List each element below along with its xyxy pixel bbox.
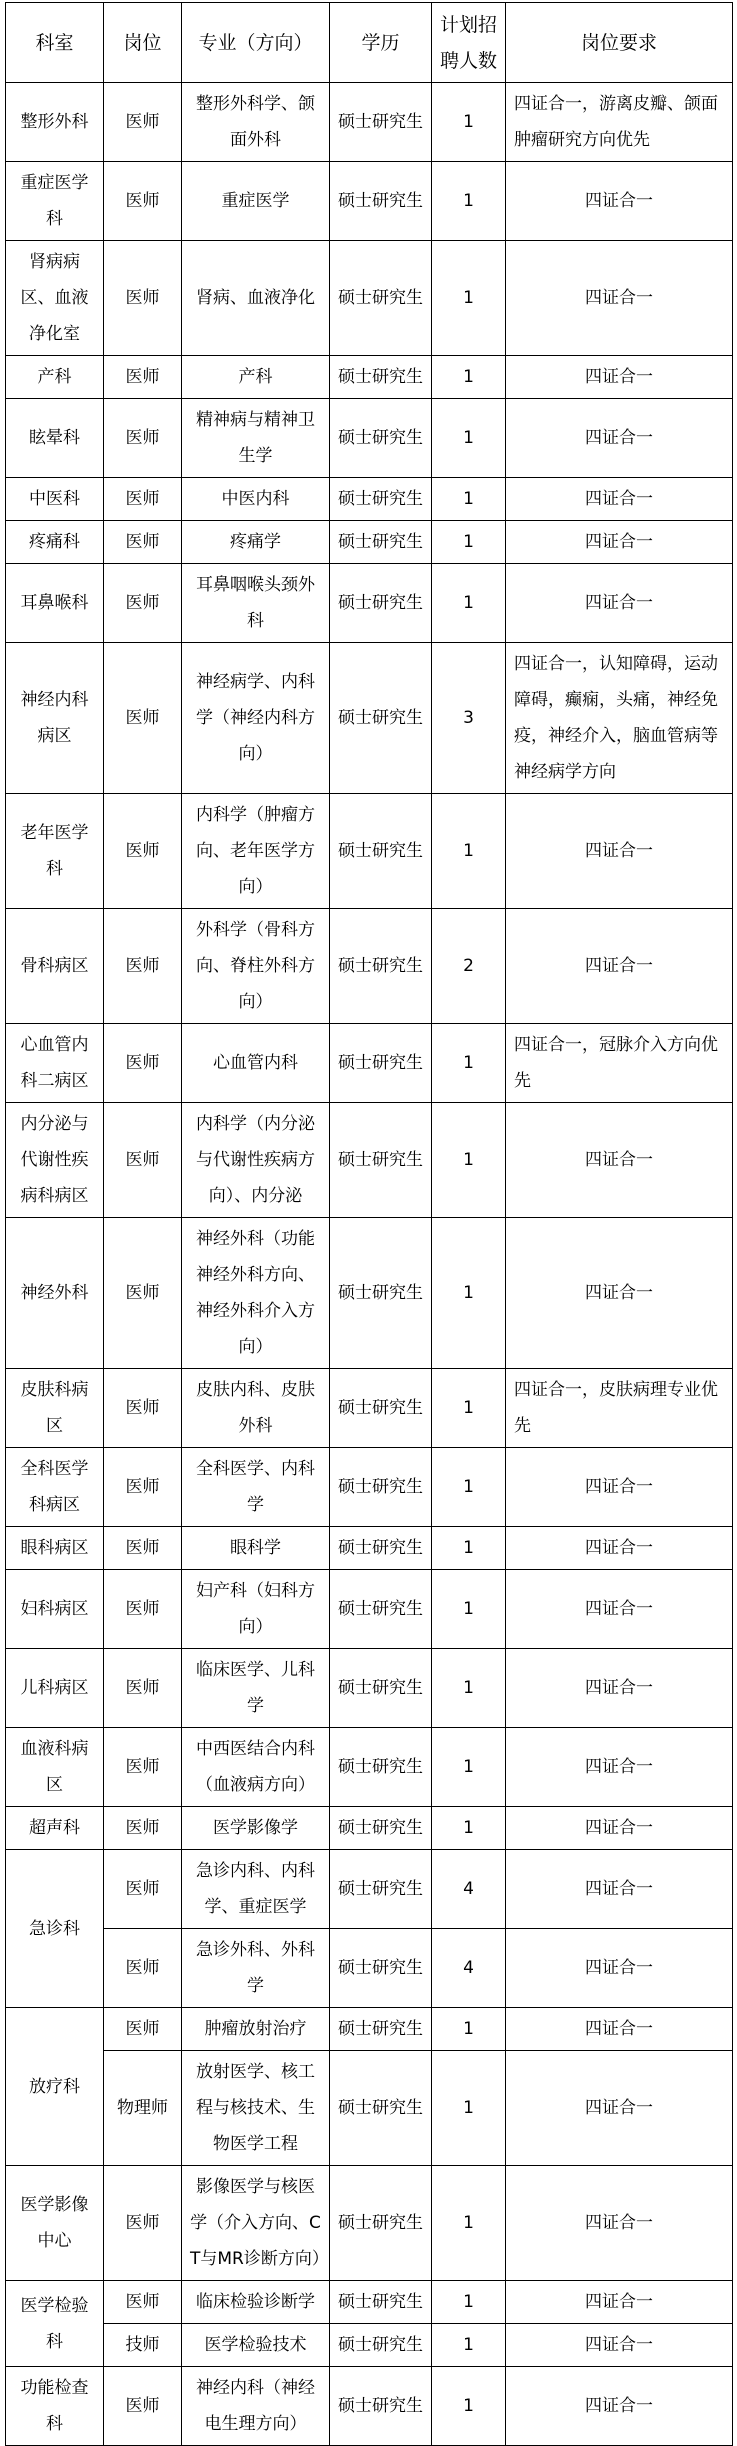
cell-major: 皮肤内科、皮肤外科 — [182, 1369, 330, 1448]
cell-major: 急诊外科、外科学 — [182, 1929, 330, 2008]
table-row — [6, 2051, 733, 2166]
cell-post: 医师 — [104, 83, 182, 162]
cell-requirements: 四证合一 — [506, 1570, 733, 1649]
table-row — [6, 1929, 733, 2008]
cell-count: 1 — [432, 2281, 506, 2324]
cell-requirements: 四证合一 — [506, 2367, 733, 2446]
cell-dept: 放疗科 — [6, 2008, 104, 2166]
cell-requirements: 四证合一 — [506, 794, 733, 909]
cell-major: 神经内科（神经电生理方向） — [182, 2367, 330, 2446]
cell-post: 医师 — [104, 1728, 182, 1807]
cell-requirements: 四证合一，认知障碍，运动障碍，癫痫，头痛，神经免疫，神经介入，脑血管病等神经病学方向 — [506, 643, 733, 794]
cell-post: 医师 — [104, 1103, 182, 1218]
cell-major: 疼痛学 — [182, 521, 330, 564]
cell-dept: 骨科病区 — [6, 909, 104, 1024]
cell-major: 重症医学 — [182, 162, 330, 241]
cell-post: 医师 — [104, 1929, 182, 2008]
cell-requirements: 四证合一，游离皮瓣、颌面肿瘤研究方向优先 — [506, 83, 733, 162]
cell-dept: 全科医学科病区 — [6, 1448, 104, 1527]
cell-education: 硕士研究生 — [330, 2051, 432, 2166]
cell-education: 硕士研究生 — [330, 83, 432, 162]
cell-count: 1 — [432, 1369, 506, 1448]
cell-post: 医师 — [104, 162, 182, 241]
cell-requirements: 四证合一 — [506, 1807, 733, 1850]
cell-count: 1 — [432, 356, 506, 399]
cell-count: 1 — [432, 399, 506, 478]
cell-count: 1 — [432, 1103, 506, 1218]
cell-dept: 神经内科病区 — [6, 643, 104, 794]
table-row — [6, 2367, 733, 2446]
cell-education: 硕士研究生 — [330, 1570, 432, 1649]
cell-major: 肾病、血液净化 — [182, 241, 330, 356]
table-row — [6, 564, 733, 643]
cell-education: 硕士研究生 — [330, 1649, 432, 1728]
cell-education: 硕士研究生 — [330, 1103, 432, 1218]
cell-count: 1 — [432, 162, 506, 241]
cell-requirements: 四证合一 — [506, 1527, 733, 1570]
cell-count: 1 — [432, 1448, 506, 1527]
cell-count: 3 — [432, 643, 506, 794]
cell-requirements: 四证合一 — [506, 1218, 733, 1369]
table-row — [6, 1570, 733, 1649]
cell-major: 内科学（内分泌与代谢性疾病方向）、内分泌 — [182, 1103, 330, 1218]
cell-post: 医师 — [104, 241, 182, 356]
cell-major: 妇产科（妇科方向） — [182, 1570, 330, 1649]
table-row — [6, 2324, 733, 2367]
table-row — [6, 1728, 733, 1807]
cell-count: 1 — [432, 1024, 506, 1103]
cell-count: 1 — [432, 1807, 506, 1850]
cell-count: 1 — [432, 478, 506, 521]
table-row — [6, 356, 733, 399]
cell-major: 外科学（骨科方向、脊柱外科方向） — [182, 909, 330, 1024]
cell-major: 医学检验技术 — [182, 2324, 330, 2367]
cell-dept: 中医科 — [6, 478, 104, 521]
cell-major: 临床医学、儿科学 — [182, 1649, 330, 1728]
cell-major: 影像医学与核医学（介入方向、CT与MR诊断方向） — [182, 2166, 330, 2281]
cell-requirements: 四证合一 — [506, 909, 733, 1024]
table-row — [6, 162, 733, 241]
cell-requirements: 四证合一 — [506, 521, 733, 564]
cell-major: 整形外科学、颌面外科 — [182, 83, 330, 162]
cell-post: 医师 — [104, 521, 182, 564]
cell-major: 中医内科 — [182, 478, 330, 521]
cell-post: 医师 — [104, 1649, 182, 1728]
cell-requirements: 四证合一，皮肤病理专业优先 — [506, 1369, 733, 1448]
header-major: 专业（方向） — [182, 3, 330, 83]
cell-requirements: 四证合一 — [506, 162, 733, 241]
table-row — [6, 2281, 733, 2324]
cell-education: 硕士研究生 — [330, 1369, 432, 1448]
cell-major: 眼科学 — [182, 1527, 330, 1570]
cell-count: 1 — [432, 2051, 506, 2166]
header-post: 岗位 — [104, 3, 182, 83]
cell-dept: 皮肤科病区 — [6, 1369, 104, 1448]
cell-education: 硕士研究生 — [330, 794, 432, 909]
cell-post: 医师 — [104, 399, 182, 478]
cell-major: 产科 — [182, 356, 330, 399]
table-row — [6, 1448, 733, 1527]
cell-post: 医师 — [104, 2367, 182, 2446]
cell-education: 硕士研究生 — [330, 478, 432, 521]
cell-post: 医师 — [104, 794, 182, 909]
cell-major: 耳鼻咽喉头颈外科 — [182, 564, 330, 643]
recruitment-table — [5, 2, 733, 2446]
cell-count: 2 — [432, 909, 506, 1024]
cell-requirements: 四证合一 — [506, 1448, 733, 1527]
cell-requirements: 四证合一 — [506, 2166, 733, 2281]
cell-major: 医学影像学 — [182, 1807, 330, 1850]
cell-education: 硕士研究生 — [330, 2281, 432, 2324]
cell-major: 中西医结合内科（血液病方向） — [182, 1728, 330, 1807]
cell-dept: 妇科病区 — [6, 1570, 104, 1649]
table-row — [6, 1850, 733, 1929]
table-row — [6, 1649, 733, 1728]
cell-education: 硕士研究生 — [330, 2166, 432, 2281]
cell-education: 硕士研究生 — [330, 1024, 432, 1103]
cell-education: 硕士研究生 — [330, 399, 432, 478]
cell-education: 硕士研究生 — [330, 1929, 432, 2008]
cell-requirements: 四证合一 — [506, 2324, 733, 2367]
cell-count: 1 — [432, 1728, 506, 1807]
cell-dept: 眩晕科 — [6, 399, 104, 478]
cell-post: 医师 — [104, 1807, 182, 1850]
table-row — [6, 83, 733, 162]
cell-major: 神经病学、内科学（神经内科方向） — [182, 643, 330, 794]
cell-requirements: 四证合一 — [506, 1103, 733, 1218]
cell-requirements: 四证合一 — [506, 241, 733, 356]
cell-count: 1 — [432, 1218, 506, 1369]
cell-education: 硕士研究生 — [330, 521, 432, 564]
cell-post: 技师 — [104, 2324, 182, 2367]
table-row — [6, 1807, 733, 1850]
cell-post: 医师 — [104, 909, 182, 1024]
cell-requirements: 四证合一 — [506, 1850, 733, 1929]
cell-count: 1 — [432, 2008, 506, 2051]
cell-dept: 整形外科 — [6, 83, 104, 162]
cell-education: 硕士研究生 — [330, 909, 432, 1024]
cell-requirements: 四证合一，冠脉介入方向优先 — [506, 1024, 733, 1103]
table-row — [6, 2166, 733, 2281]
cell-count: 1 — [432, 521, 506, 564]
cell-dept: 眼科病区 — [6, 1527, 104, 1570]
cell-post: 医师 — [104, 1570, 182, 1649]
cell-education: 硕士研究生 — [330, 1728, 432, 1807]
cell-education: 硕士研究生 — [330, 643, 432, 794]
cell-requirements: 四证合一 — [506, 2051, 733, 2166]
cell-major: 内科学（肿瘤方向、老年医学方向） — [182, 794, 330, 909]
cell-education: 硕士研究生 — [330, 1850, 432, 1929]
table-row — [6, 241, 733, 356]
cell-requirements: 四证合一 — [506, 564, 733, 643]
table-row — [6, 1103, 733, 1218]
header-planned-count: 计划招聘人数 — [432, 3, 506, 83]
table-row — [6, 909, 733, 1024]
cell-post: 医师 — [104, 356, 182, 399]
cell-dept: 耳鼻喉科 — [6, 564, 104, 643]
cell-post: 医师 — [104, 2166, 182, 2281]
cell-dept: 内分泌与代谢性疾病科病区 — [6, 1103, 104, 1218]
cell-education: 硕士研究生 — [330, 564, 432, 643]
cell-education: 硕士研究生 — [330, 356, 432, 399]
cell-major: 临床检验诊断学 — [182, 2281, 330, 2324]
cell-requirements: 四证合一 — [506, 1929, 733, 2008]
table-row — [6, 643, 733, 794]
cell-dept: 疼痛科 — [6, 521, 104, 564]
cell-requirements: 四证合一 — [506, 2281, 733, 2324]
cell-post: 医师 — [104, 564, 182, 643]
cell-requirements: 四证合一 — [506, 356, 733, 399]
cell-education: 硕士研究生 — [330, 162, 432, 241]
cell-post: 医师 — [104, 1527, 182, 1570]
cell-requirements: 四证合一 — [506, 399, 733, 478]
cell-major: 肿瘤放射治疗 — [182, 2008, 330, 2051]
cell-dept: 儿科病区 — [6, 1649, 104, 1728]
cell-count: 1 — [432, 1649, 506, 1728]
recruitment-table-container — [5, 2, 732, 2446]
header-education: 学历 — [330, 3, 432, 83]
cell-post: 医师 — [104, 1369, 182, 1448]
cell-count: 1 — [432, 2324, 506, 2367]
cell-count: 1 — [432, 1570, 506, 1649]
table-row — [6, 1024, 733, 1103]
cell-post: 医师 — [104, 1218, 182, 1369]
cell-dept: 产科 — [6, 356, 104, 399]
cell-post: 医师 — [104, 1024, 182, 1103]
cell-major: 神经外科（功能神经外科方向、神经外科介入方向） — [182, 1218, 330, 1369]
table-row — [6, 1218, 733, 1369]
cell-count: 1 — [432, 2166, 506, 2281]
cell-dept: 医学影像中心 — [6, 2166, 104, 2281]
cell-post: 医师 — [104, 1850, 182, 1929]
table-row — [6, 1527, 733, 1570]
header-requirements: 岗位要求 — [506, 3, 733, 83]
cell-major: 放射医学、核工程与核技术、生物医学工程 — [182, 2051, 330, 2166]
cell-education: 硕士研究生 — [330, 2008, 432, 2051]
cell-count: 1 — [432, 241, 506, 356]
cell-major: 急诊内科、内科学、重症医学 — [182, 1850, 330, 1929]
table-row — [6, 399, 733, 478]
cell-education: 硕士研究生 — [330, 1448, 432, 1527]
cell-dept: 神经外科 — [6, 1218, 104, 1369]
cell-count: 1 — [432, 2367, 506, 2446]
cell-count: 4 — [432, 1850, 506, 1929]
cell-major: 心血管内科 — [182, 1024, 330, 1103]
cell-dept: 心血管内科二病区 — [6, 1024, 104, 1103]
cell-education: 硕士研究生 — [330, 2324, 432, 2367]
cell-dept: 肾病病区、血液净化室 — [6, 241, 104, 356]
table-row — [6, 478, 733, 521]
cell-dept: 重症医学科 — [6, 162, 104, 241]
cell-requirements: 四证合一 — [506, 1728, 733, 1807]
cell-post: 医师 — [104, 478, 182, 521]
cell-education: 硕士研究生 — [330, 1527, 432, 1570]
table-row — [6, 2008, 733, 2051]
cell-education: 硕士研究生 — [330, 1807, 432, 1850]
cell-requirements: 四证合一 — [506, 1649, 733, 1728]
cell-education: 硕士研究生 — [330, 2367, 432, 2446]
cell-post: 医师 — [104, 2281, 182, 2324]
cell-post: 医师 — [104, 643, 182, 794]
header-dept: 科室 — [6, 3, 104, 83]
cell-major: 全科医学、内科学 — [182, 1448, 330, 1527]
header-row — [6, 3, 733, 83]
cell-post: 医师 — [104, 2008, 182, 2051]
cell-count: 1 — [432, 564, 506, 643]
cell-major: 精神病与精神卫生学 — [182, 399, 330, 478]
cell-count: 1 — [432, 83, 506, 162]
cell-education: 硕士研究生 — [330, 1218, 432, 1369]
table-row — [6, 794, 733, 909]
cell-dept: 功能检查科 — [6, 2367, 104, 2446]
cell-count: 1 — [432, 794, 506, 909]
cell-dept: 医学检验科 — [6, 2281, 104, 2367]
cell-post: 医师 — [104, 1448, 182, 1527]
cell-count: 4 — [432, 1929, 506, 2008]
cell-education: 硕士研究生 — [330, 241, 432, 356]
table-row — [6, 521, 733, 564]
cell-count: 1 — [432, 1527, 506, 1570]
cell-dept: 老年医学科 — [6, 794, 104, 909]
table-row — [6, 1369, 733, 1448]
cell-post: 物理师 — [104, 2051, 182, 2166]
cell-requirements: 四证合一 — [506, 478, 733, 521]
cell-dept: 急诊科 — [6, 1850, 104, 2008]
cell-dept: 超声科 — [6, 1807, 104, 1850]
cell-dept: 血液科病区 — [6, 1728, 104, 1807]
cell-requirements: 四证合一 — [506, 2008, 733, 2051]
